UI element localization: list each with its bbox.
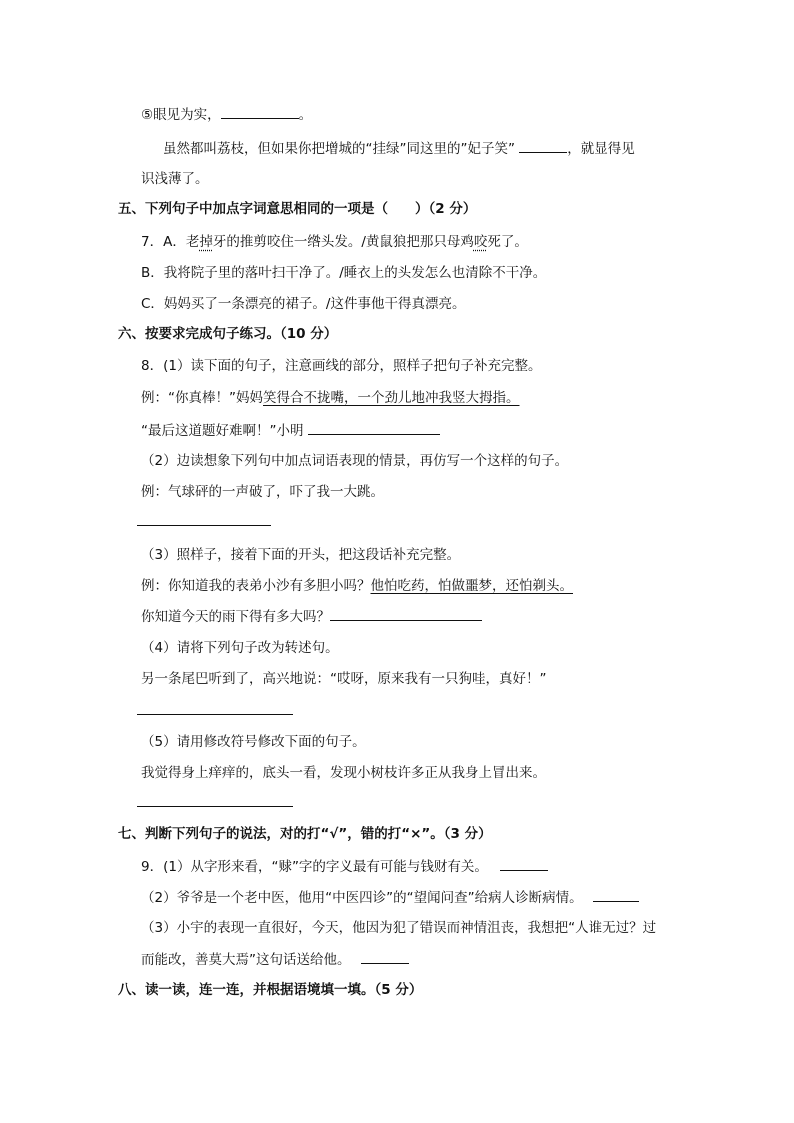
text: 7．A．老 xyxy=(141,234,200,250)
answer-blank[interactable] xyxy=(221,104,299,119)
q8-part1: 8．(1）读下面的句子，注意画线的部分，照样子把句子补充完整。 xyxy=(141,358,542,374)
q8-part4: （4）请将下列句子改为转述句。 xyxy=(141,640,339,656)
text: 你知道今天的雨下得有多大吗？ xyxy=(141,609,330,625)
q7-option-b: B．我将院子里的落叶扫干净了。/睡衣上的头发怎么也清除不干净。 xyxy=(141,265,547,281)
q7-option-a xyxy=(141,232,528,252)
dotted-char: 掉 xyxy=(199,234,213,250)
text: 例：“你真棒！”妈妈 xyxy=(141,390,263,406)
q8-part2: （2）边读想象下列句中加点词语表现的情景，再仿写一个这样的句子。 xyxy=(141,453,569,469)
answer-line[interactable] xyxy=(137,806,293,807)
answer-blank[interactable] xyxy=(308,420,440,435)
q9-part1 xyxy=(141,856,548,877)
q8-part5-sentence: 我觉得身上痒痒的，底头一看，发现小树枝许多正从我身上冒出来。 xyxy=(141,765,546,781)
item5-line xyxy=(141,104,312,125)
section-5-heading: 五、下列句子中加点字词意思相同的一项是（ ）（2 分） xyxy=(118,201,477,217)
answer-blank[interactable] xyxy=(519,138,567,153)
text: “最后这道题好难啊！”小明 xyxy=(141,423,304,439)
q8-part3-example xyxy=(141,576,573,596)
text: 例：你知道我的表弟小沙有多胆小吗？ xyxy=(141,578,371,594)
q8-example1-task xyxy=(141,420,440,441)
section-6-heading: 六、按要求完成句子练习。（10 分） xyxy=(118,326,338,342)
item5-text: ⑤眼见为实， xyxy=(141,107,221,123)
q8-example1 xyxy=(141,388,520,408)
underlined-text: 他怕吃药，怕做噩梦，还怕剃头。 xyxy=(370,578,573,594)
text: 而能改，善莫大焉”这句话送给他。 xyxy=(141,952,351,968)
q9-part3-cont xyxy=(141,949,409,970)
underlined-text: 笑得合不拢嘴，一个劲儿地冲我竖大拇指。 xyxy=(263,390,520,406)
answer-blank[interactable] xyxy=(500,856,548,871)
paragraph-line: 识浅薄了。 xyxy=(141,171,209,187)
q7-option-c: C．妈妈买了一条漂亮的裙子。/这件事他干得真漂亮。 xyxy=(141,296,466,312)
q8-part2-example: 例：气球砰的一声破了，吓了我一大跳。 xyxy=(141,484,384,500)
section-8-heading: 八、读一读，连一连，并根据语境填一填。（5 分） xyxy=(118,982,423,998)
text: 牙的推剪咬住一绺头发。/黄鼠狼把那只母鸡 xyxy=(212,234,474,250)
text: （2）爷爷是一个老中医，他用“中医四诊”的“望闻问查”给病人诊断病情。 xyxy=(141,890,583,906)
answer-blank[interactable] xyxy=(361,949,409,964)
answer-blank[interactable] xyxy=(593,887,639,902)
section-7-heading: 七、判断下列句子的说法，对的打“√”，错的打“×”。（3 分） xyxy=(118,826,492,842)
q8-part3-task xyxy=(141,606,482,627)
paragraph-text: ，就显得见 xyxy=(567,141,635,157)
period: 。 xyxy=(298,107,313,123)
q9-part3: （3）小宇的表现一直很好，今天，他因为犯了错误而神情沮丧，我想把“人谁无过？过 xyxy=(141,920,657,936)
q8-part3: （3）照样子，接着下面的开头，把这段话补充完整。 xyxy=(141,547,461,563)
paragraph-text: 虽然都叫荔枝，但如果你把增城的“挂绿”同这里的”妃子笑” xyxy=(163,141,515,157)
paragraph-line xyxy=(163,138,635,159)
q8-part4-sentence: 另一条尾巴听到了，高兴地说：“哎呀，原来我有一只狗哇，真好！” xyxy=(141,671,547,687)
text: 9．(1）从字形来看，“赇”字的字义最有可能与钱财有关。 xyxy=(141,859,488,875)
answer-line[interactable] xyxy=(137,714,293,715)
text: 死了。 xyxy=(487,234,528,250)
q9-part2 xyxy=(141,887,639,908)
q8-part5: （5）请用修改符号修改下面的句子。 xyxy=(141,734,366,750)
answer-blank[interactable] xyxy=(330,606,482,621)
answer-line[interactable] xyxy=(137,525,271,526)
dotted-char: 咬 xyxy=(473,234,488,250)
